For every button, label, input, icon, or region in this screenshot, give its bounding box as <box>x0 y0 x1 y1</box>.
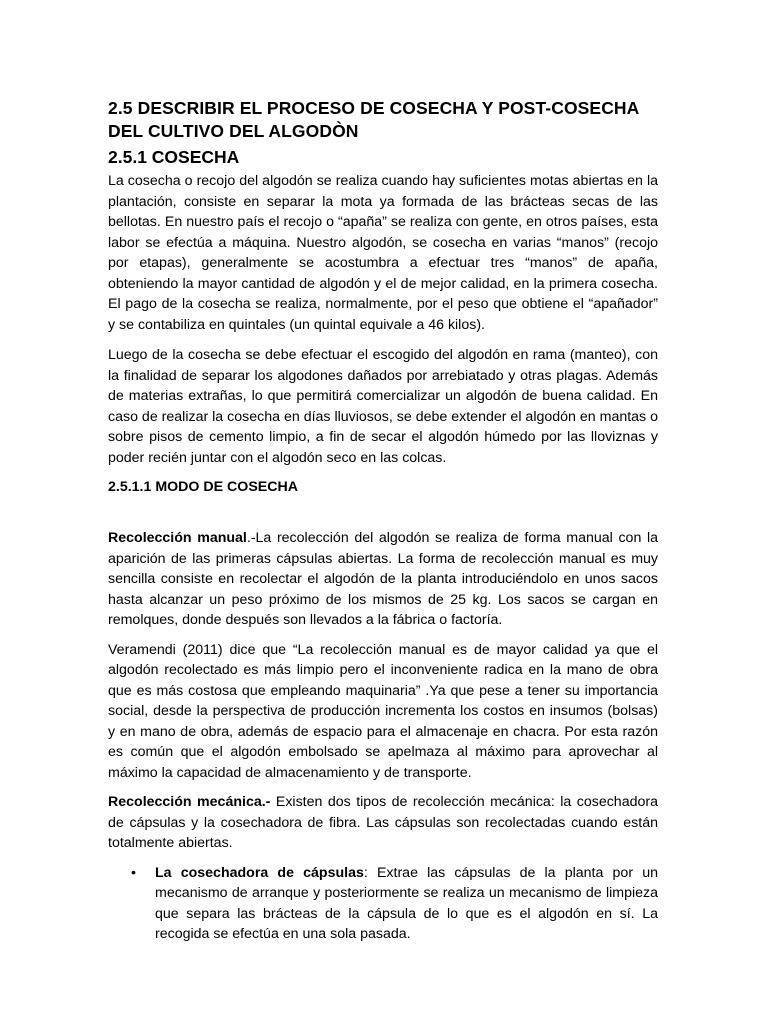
bullet-icon: • <box>131 864 136 881</box>
paragraph-recoleccion-manual <box>108 528 658 631</box>
paragraph-cosecha-intro: La cosecha o recojo del algodón se realiza cuando hay suficientes motas abiertas en la plantación, consiste en separar la mota ya formada de las brácteas secas de las bellotas. En nuestro país el recojo o “apaña” se realiza con gente, en otros países, esta labor se efectúa a máquina. Nuestro algodón, se cosecha en varias “manos” (recojo por etapas), generalmente se acostumbra a efectuar tres “manos” de apaña, obteniendo la mayor cantidad de algodón y el de mejor calidad, en la primera cosecha. El pago de la cosecha se realiza, normalmente, por el peso que obtiene el “apañador” y se contabiliza en quintales (un quintal equivale a 46 kilos). <box>108 173 658 333</box>
manual-text: .-La recolección del algodón se realiza de forma manual con la aparición de las primeras cápsulas abiertas. La forma de recolección manual es muy sencilla consiste en recolectar el algodón de la planta introduciéndolo en unos sacos hasta alcanzar un peso próximo de los mismos de 25 kg. Los sacos se cargan en remolques, donde después son llevados a la fábrica o factoría. <box>108 530 658 628</box>
bullet-list <box>108 863 658 945</box>
manual-lead: Recolección manual <box>108 530 247 546</box>
paragraph-recoleccion-mecanica <box>108 792 658 854</box>
section-heading: 2.5.1 COSECHA <box>108 147 240 167</box>
bullet-1-lead: La cosechadora de cápsulas <box>155 864 364 881</box>
document-title: 2.5 DESCRIBIR EL PROCESO DE COSECHA Y POST-COSECHA DEL CULTIVO DEL ALGODÒN <box>108 98 639 141</box>
subsection-heading: 2.5.1.1 MODO DE COSECHA <box>108 479 299 495</box>
list-item <box>131 863 658 945</box>
mechanical-lead: Recolección mecánica.- <box>108 794 271 810</box>
paragraph-post-cosecha: Luego de la cosecha se debe efectuar el escogido del algodón en rama (manteo), con la finalidad de separar los algodones dañados por arrebiatado y otras plagas. Además de materias extrañas, lo que permitirá comercializar un algodón de buena calidad. En caso de realizar la cosecha en días lluviosos, se debe extender el algodón en mantas o sobre pisos de cemento limpio, a fin de secar el algodón húmedo por las lloviznas y poder recién juntar con el algodón seco en las colcas. <box>108 347 658 466</box>
paragraph-veramendi-quote: Veramendi (2011) dice que “La recolección manual es de mayor calidad ya que el algodón recolectado es más limpio pero el inconveniente radica en la mano de obra que es más costosa que empleando maquinaria” .Ya que pese a tener su importancia social, desde la perspectiva de producción incrementa los costos en insumos (bolsas) y en mano de obra, además de espacio para el almacenaje en chacra. Por esta razón es común que el algodón embolsado se apelmaza al máximo para aprovechar al máximo la capacidad de almacenamiento y de transporte. <box>108 641 658 781</box>
mechanical-text: Existen dos tipos de recolección mecánica: la cosechadora de cápsulas y la cosechadora de fibra. Las cápsulas son recolectadas cuando están totalmente abiertas. <box>108 794 658 851</box>
bullet-1-text: : Extrae las cápsulas de la planta por un mecanismo de arranque y posteriormente se realiza un mecanismo de limpieza que separa las brácteas de la cápsula de lo que es el algodón en sí. La recogida se efectúa en una sola pasada. <box>155 864 658 942</box>
